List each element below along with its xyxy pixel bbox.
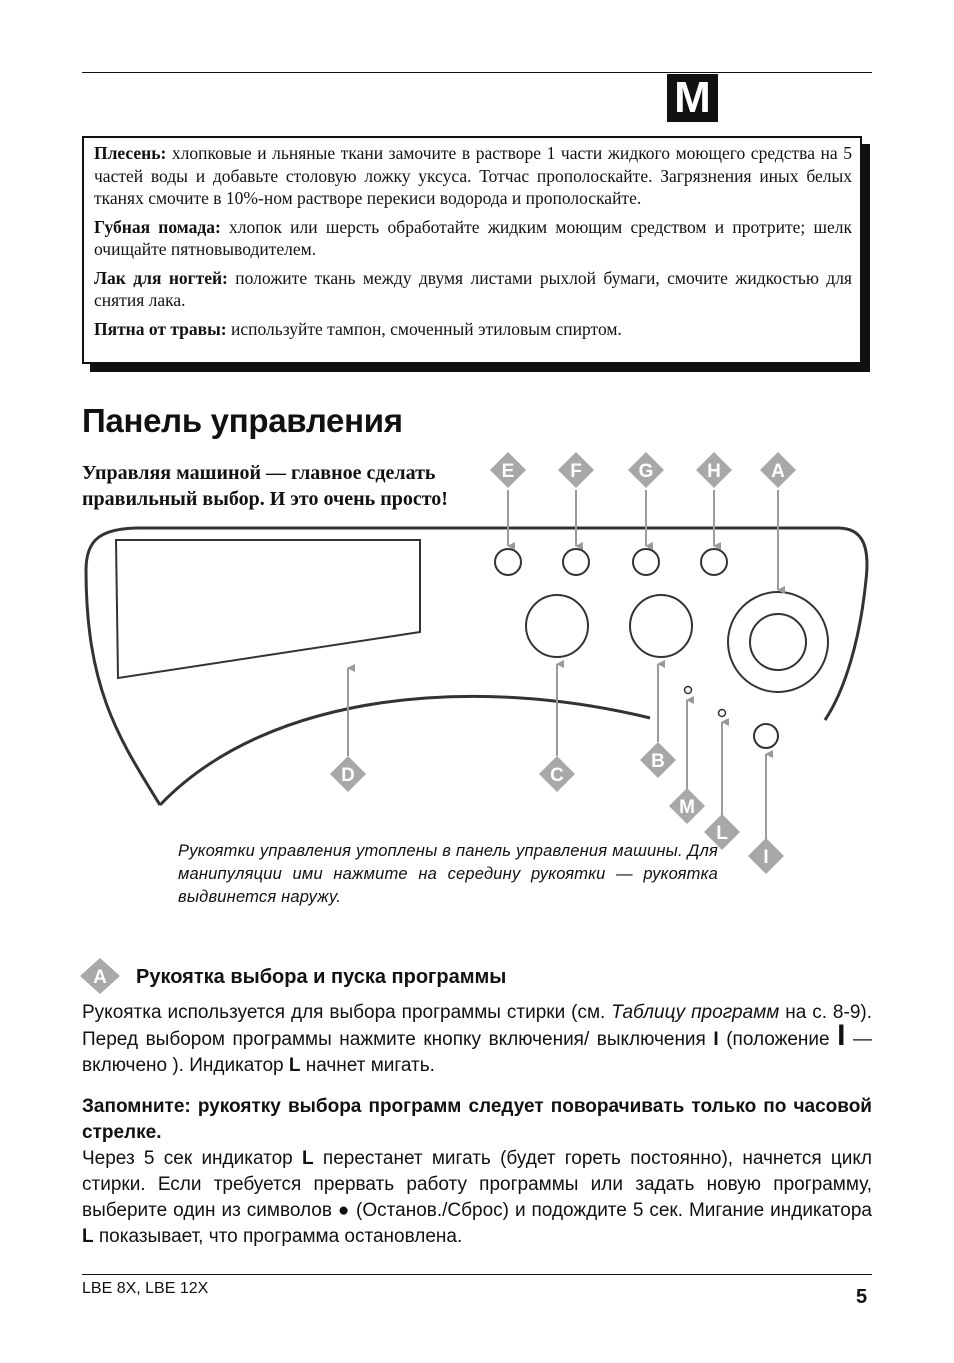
paragraph-1: Рукоятка используется для выбора программы стирки (см. Таблицу программ на с. 8-9). Перед выбором программы нажмите кнопку включения/ выключения I (положение I — включено ). Индикатор L начнет мигать. — [82, 1002, 873, 1076]
stain-term: Лак для ногтей: — [94, 267, 228, 288]
paragraph-2: Через 5 сек индикатор L перестанет мигать (будет гореть постоянно), начнется цикл стирки. Если требуется прервать работу программы или задать новую программу, выберите один из символов ● (Останов./Сброс) и подождите 5 сек. Мигание индикатора L показывает, что программа остановлена. — [82, 1148, 873, 1247]
power-button-i — [754, 724, 778, 748]
lead-text: Управляя машиной — главное сделать правильный выбор. И это очень просто! — [82, 462, 448, 510]
label-f — [558, 452, 594, 488]
svg-text:G: G — [638, 461, 654, 482]
footer-rule — [82, 1274, 872, 1275]
note-paragraph: Запомните: рукоятку выбора программ следует поворачивать только по часовой стрелке. — [82, 1096, 872, 1143]
diagram-caption: Рукоятки управления утоплены в панель управления машины. Для манипуляции ими нажмите на середину рукоятки — рукоятка выдвинется наружу. — [178, 842, 718, 906]
footer-models: LBE 8X, LBE 12X — [82, 1280, 209, 1297]
label-g — [628, 452, 664, 488]
label-c — [539, 756, 575, 792]
knob-c — [526, 595, 588, 657]
label-d — [330, 756, 366, 792]
indicator-l — [719, 710, 726, 717]
stain-term: Пятна от травы: — [94, 318, 227, 339]
page-title: Панель управления — [82, 402, 403, 439]
knob-a-inner — [750, 614, 806, 670]
svg-text:C: C — [550, 765, 564, 786]
stain-term: Плесень: — [94, 143, 167, 163]
svg-text:A: A — [93, 967, 107, 988]
indicator-m — [685, 687, 692, 694]
stain-text: хлопок или шерсть обработайте жидким моющим средством и протрите; шелк очищайте пятновыводителем. — [94, 216, 852, 259]
label-m — [669, 788, 705, 824]
label-h — [696, 452, 732, 488]
stain-term: Губная помада: — [94, 216, 221, 237]
panel-curve — [160, 696, 650, 805]
svg-text:F: F — [570, 461, 582, 482]
label-i — [748, 838, 784, 874]
svg-text:M: M — [679, 797, 695, 818]
stain-text: хлопковые и льняные ткани замочите в растворе 1 части жидкого моющего средства на 5 частей воды и добавьте столовую ложку уксуса. Тотчас прополоскайте. Загрязнения иных белых тканях смочите в 10%-ном растворе перекиси водорода и прополоскайте. — [94, 143, 852, 208]
label-e — [490, 452, 526, 488]
section-tag: M — [667, 74, 718, 122]
button-h — [701, 549, 727, 575]
stain-text: положите ткань между двумя листами рыхлой бумаги, смочите жидкостью для снятия лака. — [94, 267, 852, 310]
display-window — [116, 540, 420, 678]
panel-outline — [86, 528, 867, 805]
knob-b — [630, 595, 692, 657]
svg-text:A: A — [771, 461, 785, 482]
stain-text: используйте тампон, смоченный этиловым спиртом. — [226, 318, 622, 339]
label-a — [760, 452, 796, 488]
svg-text:E: E — [501, 461, 515, 482]
svg-text:L: L — [716, 823, 728, 844]
button-e — [495, 549, 521, 575]
badge-a — [80, 958, 120, 994]
svg-text:B: B — [651, 751, 665, 772]
svg-text:D: D — [341, 765, 355, 786]
button-f — [563, 549, 589, 575]
label-b — [640, 742, 676, 778]
knob-a-outer — [728, 592, 828, 692]
svg-text:H: H — [707, 461, 721, 482]
button-g — [633, 549, 659, 575]
svg-text:I: I — [763, 847, 769, 868]
page-number: 5 — [856, 1286, 868, 1308]
subsection-title: Рукоятка выбора и пуска программы — [136, 966, 507, 988]
